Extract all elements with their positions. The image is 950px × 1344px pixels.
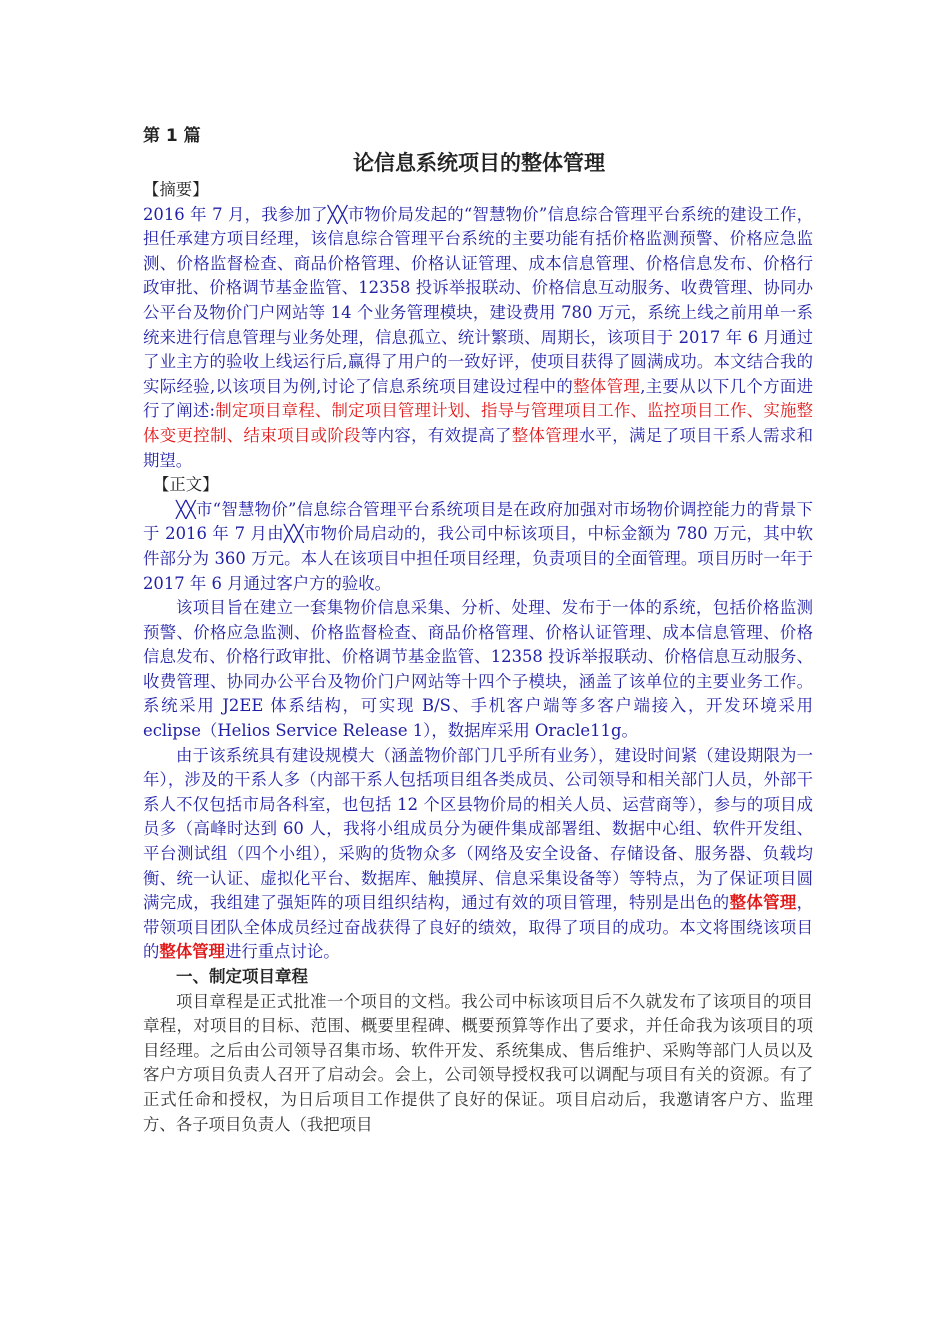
- abstract-text-4: 水平，满足了项目干系人需求和期望。: [143, 425, 814, 470]
- abstract-text-3: 等内容，有效提高了: [360, 425, 512, 445]
- body-label: 【正文】: [153, 475, 219, 495]
- body-p3-text-1: 由于该系统具有建设规模大（涵盖物价部门几乎所有业务），建设时间紧（建设期限为一年），涉及的干系人多（内部干系人包括项目组各类成员、公司领导和相关部门人员，外部干系人不仅包括市局各科室，也包括 12 个区县物价局的相关人员、运营商等），参与的项目成员多（高峰时达到 60 人，我将小组成员分为硬件集成部署组、数据中心组、软件开发组、平台测试组（四个小组），采购的货物众多（网络及安全设备、存储设备、服务器、负载均衡、统一认证、虚拟化平台、数据库、触摸屏、信息采集设备等）等特点，为了保证项目圆满完成，我组建了强矩阵的项目组织结构，通过有效的项目管理，特别是出色的: [143, 745, 813, 913]
- abstract-highlight-1: 整体管理: [573, 376, 641, 396]
- abstract-text-2: ,主要从以下几个方面进行了阐述:: [143, 376, 814, 421]
- body-paragraph-3: [143, 744, 813, 965]
- section-1-heading: 一、制定项目章程: [176, 967, 308, 986]
- abstract-highlight-3: 整体管理: [511, 425, 579, 445]
- body-p3-highlight-1: 整体管理: [729, 893, 797, 913]
- abstract-text-1: 2016 年 7 月，我参加了╳╳市物价局发起的“智慧物价”信息综合管理平台系统的建设工作，担任承建方项目经理，该信息综合管理平台系统的主要功能有括价格监测预警、价格应急监测、价格监督检查、商品价格管理、价格认证管理、成本信息管理、价格信息发布、价格行政审批、价格调节基金监管、12358 投诉举报联动、价格信息互动服务、收费管理、协同办公平台及物价门户网站等 14 个业务管理模块，建设费用 780 万元，系统上线之前用单一系统来进行信息管理与业务处理，信息孤立、统计繁琐、周期长，该项目于 2017 年 6 月通过了业主方的验收上线运行后,赢得了用户的一致好评，使项目获得了圆满成功。本文结合我的实际经验,以该项目为例,讨论了信息系统项目建设过程中的: [143, 204, 813, 396]
- abstract-highlight-2: 制定项目章程、制定项目管理计划、指导与管理项目工作、监控项目工作、实施整体变更控制、结束项目或阶段: [143, 401, 814, 445]
- body-p3-highlight-2: 整体管理: [159, 942, 225, 962]
- section-1-paragraph: 项目章程是正式批准一个项目的文档。我公司中标该项目后不久就发布了该项目的项目章程，对项目的目标、范围、概要里程碑、概要预算等作出了要求，并任命我为该项目的项目经理。之后由公司领导召集市场、软件开发、系统集成、售后维护、采购等部门人员以及客户方项目负责人召开了启动会。会上，公司领导授权我可以调配与项目有关的资源。有了正式任命和授权，为日后项目工作提供了良好的保证。项目启动后，我邀请客户方、监理方、各子项目负责人（我把项目: [143, 991, 813, 1134]
- body-paragraph-1: ╳╳市“智慧物价”信息综合管理平台系统项目是在政府加强对市场物价调控能力的背景下于 2016 年 7 月由╳╳市物价局启动的，我公司中标该项目，中标金额为 780 万元，其中软件部分为 360 万元。本人在该项目中担任项目经理，负责项目的全面管理。项目历时一年于 2017 年 6 月通过客户方的验收。: [143, 499, 813, 593]
- abstract-paragraph: [143, 203, 813, 474]
- body-p3-text-2: ，带领项目团队全体成员经过奋战获得了良好的绩效，取得了项目的成功。本文将围绕该项目的: [143, 893, 814, 962]
- page-title: 论信息系统项目的整体管理: [353, 151, 605, 175]
- abstract-label: 【摘要】: [143, 180, 209, 199]
- chapter-label: 第 1 篇: [143, 126, 201, 146]
- body-p3-text-3: 进行重点讨论。: [224, 942, 340, 962]
- document-page: [143, 124, 813, 1137]
- body-paragraph-2: 该项目旨在建立一套集物价信息采集、分析、处理、发布于一体的系统，包括价格监测预警、价格应急监测、价格监督检查、商品价格管理、价格认证管理、成本信息管理、价格信息发布、价格行政审批、价格调节基金监管、12358 投诉举报联动、价格信息互动服务、收费管理、协同办公平台及物价门户网站等十四个子模块，涵盖了该单位的主要业务工作。系统采用 J2EE 体系结构，可实现 B/S、手机客户端等多客户端接入，开发环境采用 eclipse（Helios Service Release 1），数据库采用 Oracle11g。: [143, 598, 813, 741]
